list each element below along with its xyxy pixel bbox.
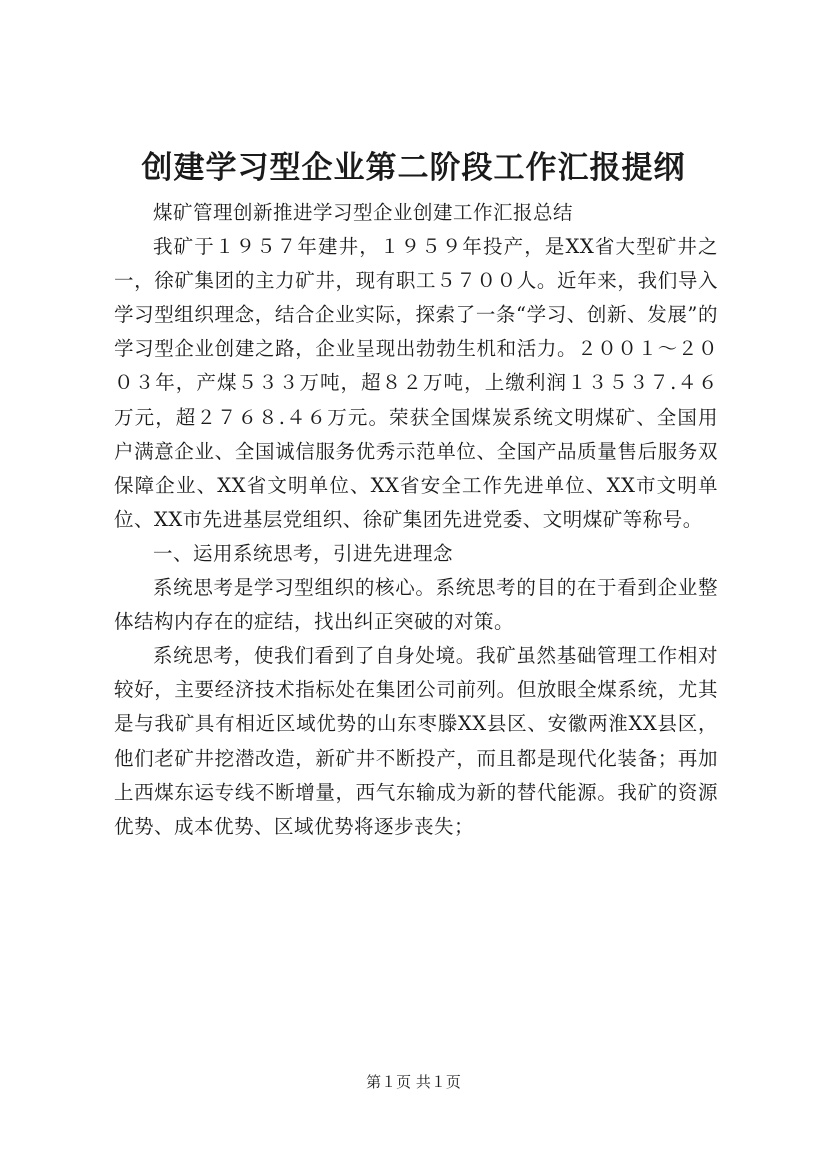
section-heading: 一、运用系统思考，引进先进理念 [153, 541, 454, 565]
page-footer: 第１页 共１页 [366, 1073, 461, 1091]
subtitle-paragraph: 煤矿管理创新推进学习型企业创建工作汇报总结 [153, 201, 574, 224]
body-paragraph: 我矿于１９５７年建井，１９５９年投产，是XX省大型矿井之一，徐矿集团的主力矿井，现有职工５７００人。近年来，我们导入学习型组织理念，结合企业实际，探索了一条“学习、创新、发展”的学习型企业创建之路，企业呈现出勃勃生机和活力。２００１～２００３年，产煤５３３万吨，超８２万吨，上缴利润１３５３７.４６万元，超２７６８.４６万元。荣获全国煤炭系统文明煤矿、全国用户满意企业、全国诚信服务优秀示范单位、全国产品质量售后服务双保障企业、XX省文明单位、XX省安全工作先进单位、XX市文明单位、XX市先进基层党组织、徐矿集团先进党委、文明煤矿等称号。 [114, 235, 718, 531]
body-paragraph: 系统思考，使我们看到了自身处境。我矿虽然基础管理工作相对较好，主要经济技术指标处在集团公司前列。但放眼全煤系统，尤其是与我矿具有相近区域优势的山东枣滕XX县区、安徽两淮XX县区，他们老矿井挖潜改造，新矿井不断投产，而且都是现代化装备；再加上西煤东运专线不断增量，西气东输成为新的替代能源。我矿的资源优势、成本优势、区域优势将逐步丧失； [114, 644, 718, 838]
document-body [114, 196, 718, 844]
document-title: 创建学习型企业第二阶段工作汇报提纲 [141, 150, 686, 186]
body-paragraph: 系统思考是学习型组织的核心。系统思考的目的在于看到企业整体结构内存在的症结，找出纠正突破的对策。 [114, 576, 718, 634]
